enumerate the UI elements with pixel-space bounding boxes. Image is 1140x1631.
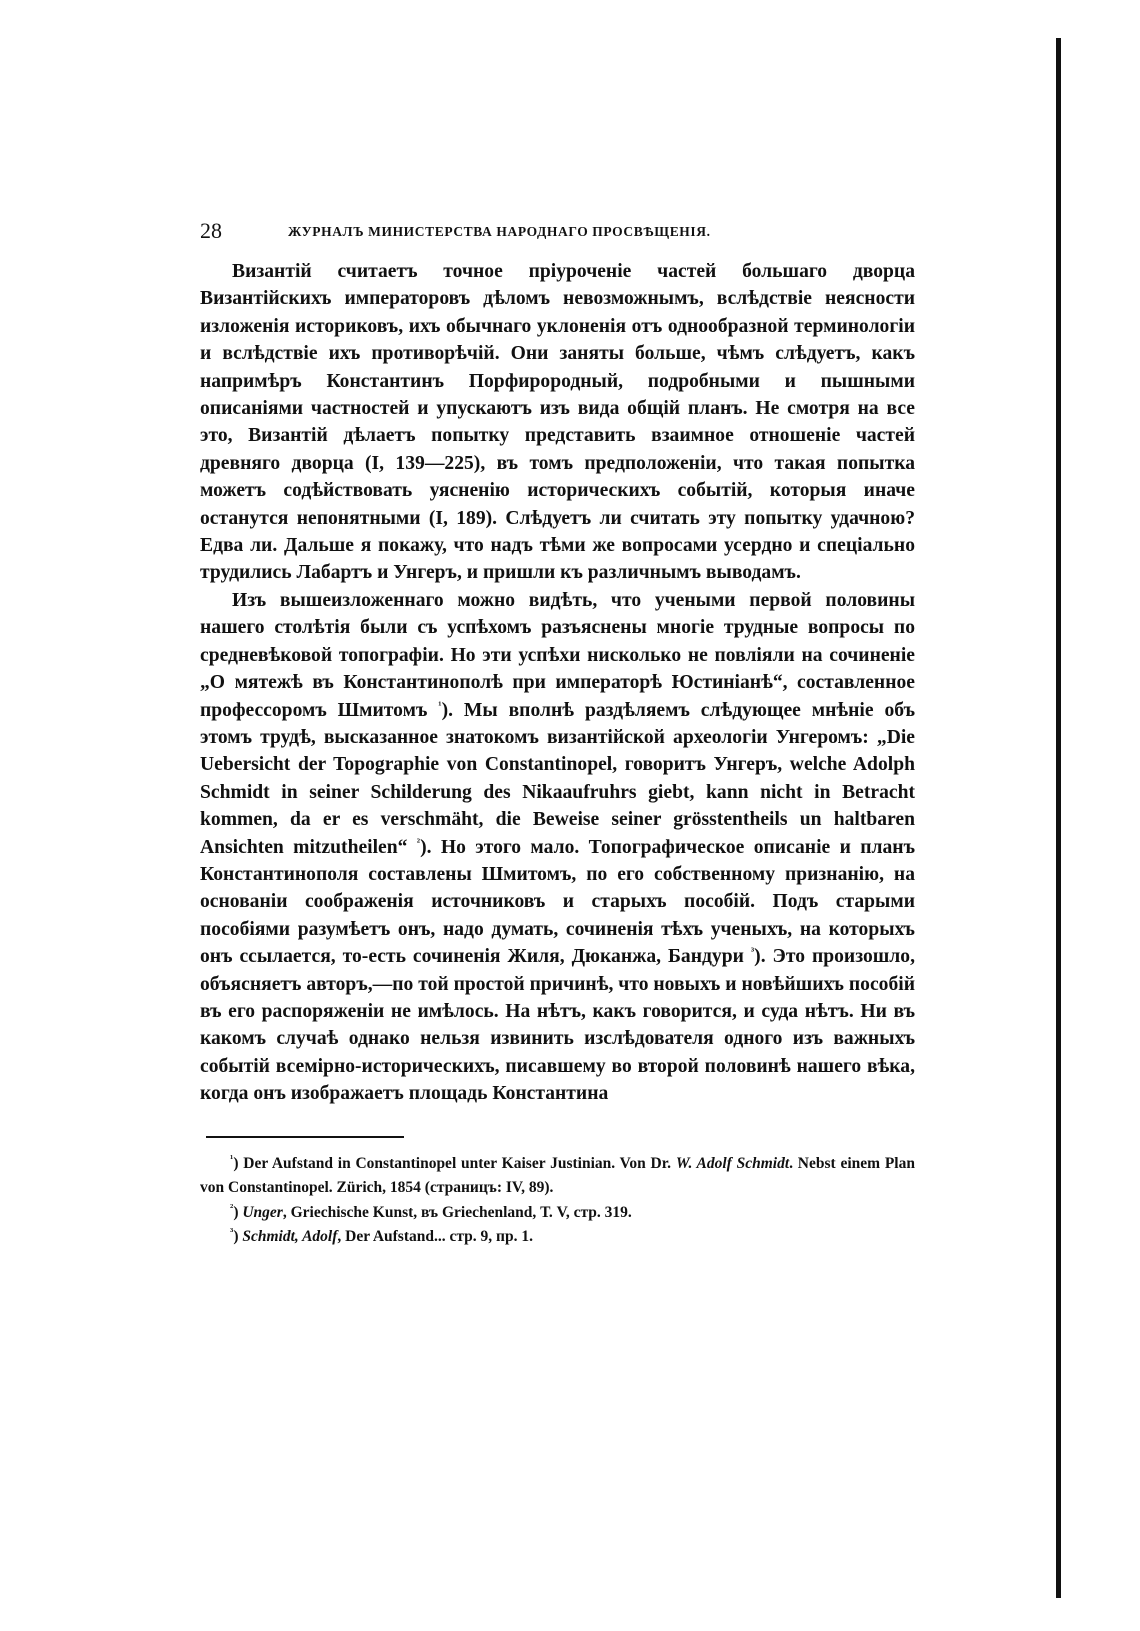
running-head: ЖУРНАЛЪ МИНИСТЕРСТВА НАРОДНАГО ПРОСВѢЩЕНІЯ.	[288, 224, 711, 239]
page-header	[200, 218, 915, 258]
book-page	[200, 218, 915, 1250]
footnote-divider	[206, 1136, 404, 1138]
footnote-1	[200, 1152, 915, 1201]
footnote-1-mark: ¹	[230, 1152, 234, 1165]
footnote-1-text-b: . Nebst einem Plan von Constantinopel. Zürich, 1854 (страницъ: IV, 89).	[200, 1154, 915, 1197]
footnote-3-text: , Der Aufstand... стр. 9, пр. 1.	[337, 1228, 533, 1246]
paragraph-2-part-a: Изъ вышеизложеннаго можно видѣть, что учеными первой половины нашего столѣтія были съ успѣхомъ разъяснены многіе трудные вопросы по средневѣковой топографіи. Но эти успѣхи нисколько не повліяли на сочиненіе „О мятежѣ въ Константинополѣ при императорѣ Юстиніанѣ“, составленное профессоромъ Шмитомъ	[200, 589, 915, 721]
footnote-3: $^{^3}$) Schmidt, Adolf, Der Aufstand... стр. 9, пр. 1.	[230, 1226, 533, 1246]
footnote-1-author: W. Adolf Schmidt	[675, 1154, 790, 1172]
paragraph-2-part-c: ). Но этого мало. Топографическое описаніе и планъ Константинополя составлены Шмитомъ, по его собственному признанію, на основаніи соображенія источниковъ и старыхъ пособій. Подъ старыми пособіями разумѣетъ онъ, надо думать, сочиненія тѣхъ ученыхъ, на которыхъ онъ ссылается, то-есть сочиненія Жиля, Дюканжа, Бандури	[200, 836, 915, 968]
footnote-2-mark: ²	[230, 1201, 234, 1214]
footnote-2: $^{^2}$) Unger, Griechische Kunst, въ Griechenland, Т. V, стр. 319.	[230, 1201, 632, 1221]
footnote-3-mark: ³	[230, 1226, 234, 1239]
paragraph-2	[200, 587, 915, 1108]
paragraph-2-part-d: ). Это произошло, объясняетъ авторъ,—по той простой причинѣ, что новыхъ и новѣйшихъ пособій въ его распоряженіи не имѣлось. На нѣтъ, какъ говорится, и суда нѣтъ. Ни въ какомъ случаѣ однако нельзя извинить изслѣдователя одного изъ важныхъ событій всемірно-историческихъ, писавшему во второй половинѣ нашего вѣка, когда онъ изображаетъ площадь Константина	[200, 946, 915, 1105]
footnotes	[200, 1152, 915, 1250]
page-edge-bar	[1056, 38, 1061, 1598]
main-text	[200, 258, 915, 1108]
footnote-2-author: Unger	[242, 1203, 283, 1221]
footnote-3-author: Schmidt, Adolf	[242, 1228, 338, 1246]
paragraph-2-part-b: ). Мы вполнѣ раздѣляемъ слѣдующее мнѣніе объ этомъ трудѣ, высказанное знатокомъ византійской археологіи Унгеромъ: „Die Uebersicht der Topographie von Constantinopel, говоритъ Унгеръ, welche Adolph Schmidt in seiner Schilderung des Nikaaufruhrs giebt, kann nicht in Betracht kommen, da er es verschmäht, die Beweise seiner grösstentheils un haltbaren Ansichten mitzutheilen“	[200, 699, 915, 858]
footnote-ref-3: ³	[750, 945, 755, 958]
footnote-1-text-a: ) Der Aufstand in Constantinopel unter Kaiser Justinian. Von Dr.	[233, 1154, 676, 1172]
footnote-ref-1: ¹	[438, 698, 442, 711]
paragraph-1: Византій считаетъ точное пріуроченіе частей большаго дворца Византійскихъ императоровъ дѣломъ невозможнымъ, вслѣдствіе неясности изложенія историковъ, ихъ обычнаго уклоненія отъ однообразной терминологіи и вслѣдствіе ихъ противорѣчій. Они заняты больше, чѣмъ слѣдуетъ, какъ напримѣръ Константинъ Порфирородный, подробными и пышными описаніями частностей и упускаютъ изъ вида общій планъ. Не смотря на все это, Византій дѣлаетъ попытку представить взаимное отношеніе частей древняго дворца (I, 139—225), въ томъ предположеніи, что такая попытка можетъ содѣйствовать уясненію историческихъ событій, которыя иначе останутся непонятными (I, 189). Слѣдуетъ ли считать эту попытку удачною? Едва ли. Дальше я покажу, что надъ тѣми же вопросами усердно и спеціально трудились Лабартъ и Унгеръ, и пришли къ различнымъ выводамъ.	[200, 261, 915, 584]
footnote-2-text: , Griechische Kunst, въ Griechenland, Т. V, стр. 319.	[282, 1203, 632, 1221]
page-number: 28	[200, 218, 222, 243]
footnote-ref-2: ²	[416, 836, 421, 848]
